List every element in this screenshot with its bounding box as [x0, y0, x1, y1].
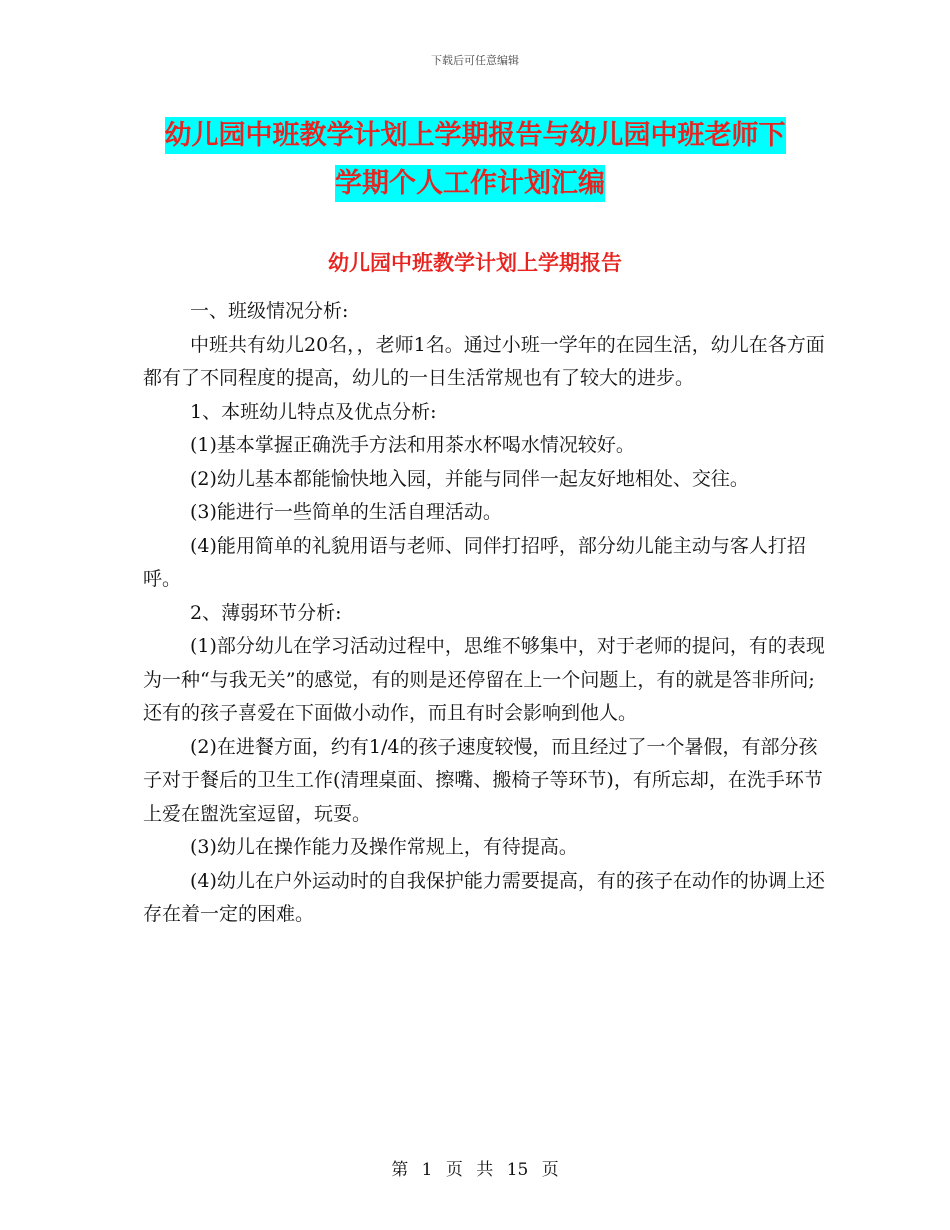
paragraph: (4)能用简单的礼貌用语与老师、同伴打招呼，部分幼儿能主动与客人打招呼。: [143, 534, 806, 590]
paragraph: (2)幼儿基本都能愉快地入园，并能与同伴一起友好地相处、交往。: [190, 467, 749, 490]
section-title: 幼儿园中班教学计划上学期报告: [328, 251, 622, 275]
paragraph: (1)基本掌握正确洗手方法和用茶水杯喝水情况较好。: [190, 434, 635, 456]
title-line-1: 幼儿园中班教学计划上学期报告与幼儿园中班老师下: [165, 117, 786, 154]
title-line-2: 学期个人工作计划汇编: [335, 165, 605, 202]
paragraph: 1、本班幼儿特点及优点分析:: [190, 400, 437, 423]
document-title: [0, 112, 950, 208]
paragraph: (3)幼儿在操作能力及操作常规上，有待提高。: [190, 836, 578, 858]
paragraph: 中班共有幼儿20名，，老师1名。通过小班一学年的在园生活，幼儿在各方面都有了不同程度的提高，幼儿的一日生活常规也有了较大的进步。: [143, 333, 825, 389]
paragraph: (1)部分幼儿在学习活动过程中，思维不够集中，对于老师的提问，有的表现为一种“与我无关”的感觉，有的则是还停留在上一个问题上，有的就是答非所问;还有的孩子喜爱在下面做小动作，而且有时会影响到他人。: [143, 635, 825, 724]
paragraph: (4)幼儿在户外运动时的自我保护能力需要提高，有的孩子在动作的协调上还存在着一定的困难。: [143, 869, 825, 925]
paragraph: (2)在进餐方面，约有1/4的孩子速度较慢，而且经过了一个暑假，有部分孩子对于餐后的卫生工作(清理桌面、擦嘴、搬椅子等环节)，有所忘却，在洗手环节上爱在盥洗室逗留，玩耍。: [143, 735, 823, 825]
paragraph: 2、薄弱环节分析:: [190, 601, 342, 624]
document-body: [143, 295, 833, 932]
paragraph: 一、班级情况分析:: [190, 300, 349, 322]
page-number: 第 1 页 共 15 页: [391, 1160, 559, 1180]
paragraph: (3)能进行一些简单的生活自理活动。: [190, 501, 502, 523]
page-header-note: 下载后可任意编辑: [431, 54, 519, 67]
